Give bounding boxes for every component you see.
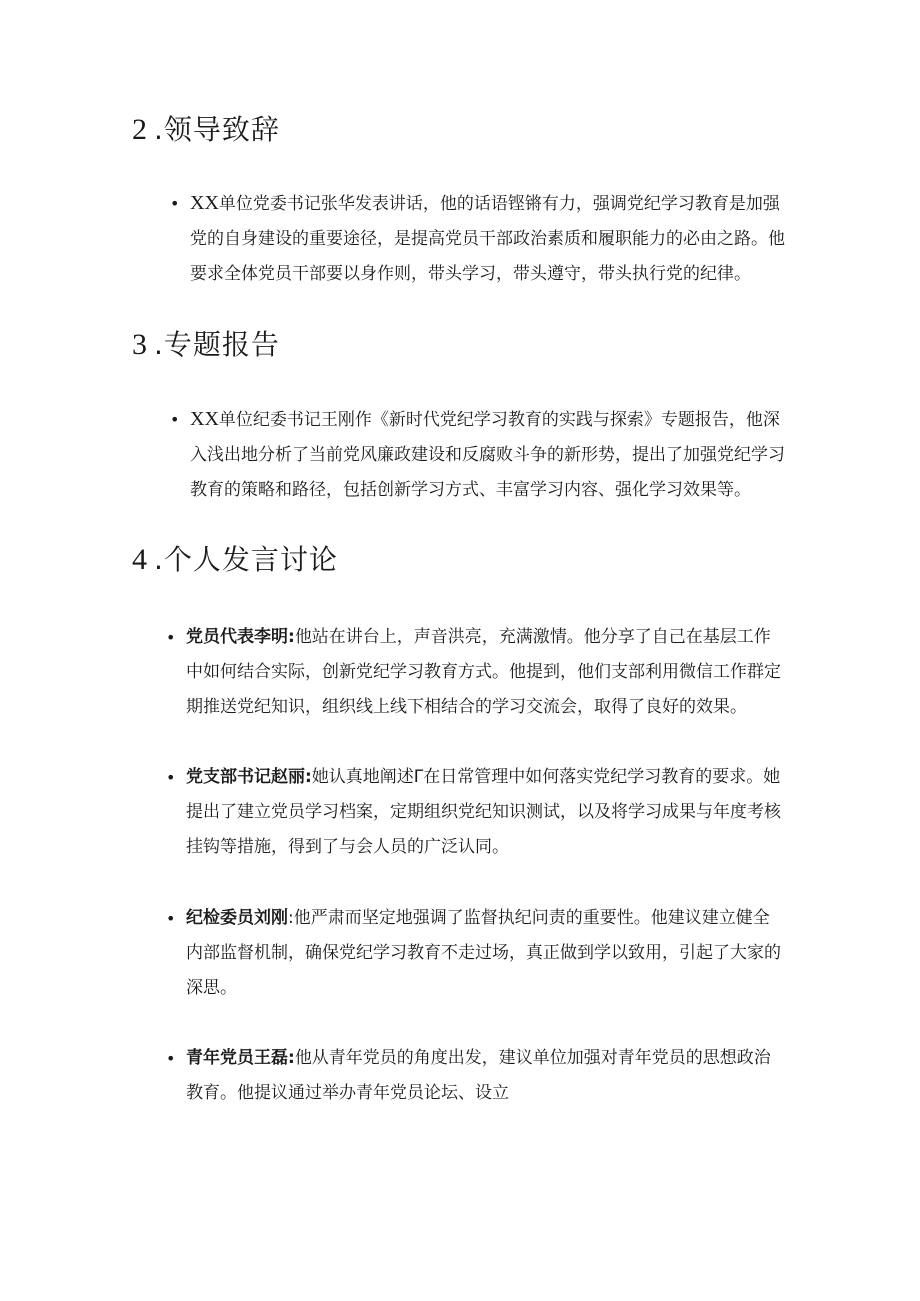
section-number: 3 [132, 328, 148, 361]
list-item-text [166, 1041, 786, 1111]
bullet-icon: • [166, 628, 176, 647]
list-item [166, 620, 786, 725]
list-item [166, 901, 786, 1006]
section-title: .个人发言讨论 [154, 543, 338, 576]
paragraph-text: 单位党委书记张华发表讲话，他的话语铿锵有力，强调党纪学习教育是加强党的自身建设的重要途径，是提高党员干部政治素质和履职能力的必由之路。他要求全体党员干部要以身作则，带头学习，带头遵守，带头执行党的纪律。 [190, 194, 785, 284]
list-item-text [166, 620, 786, 725]
paragraph-text: 单位纪委书记王刚作《新时代党纪学习教育的实践与探索》专题报告，他深入浅出地分析了当前党风廉政建设和反腐败斗争的新形势，提出了加强党纪学习教育的策略和路径，包括创新学习方式、丰富学习内容、强化学习效果等。 [190, 410, 785, 500]
section-title: .专题报告 [154, 328, 280, 361]
bullet-icon: • [170, 194, 180, 213]
list-item-text [166, 760, 786, 865]
section-heading-2 [132, 110, 280, 150]
list-item-text [170, 402, 790, 508]
unit-placeholder: XX [190, 408, 219, 430]
list-item [170, 186, 790, 292]
list-item [166, 760, 786, 865]
section-heading-4 [132, 540, 338, 580]
list-item [170, 402, 790, 508]
list-item-text [170, 186, 790, 292]
paragraph-text: 他站在讲台上，声音洪亮，充满激情。他分享了自己在基层工作中如何结合实际，创新党纪学习教育方式。他提到，他们支部利用微信工作群定期推送党纪知识，组织线上线下相结合的学习交流会，取得了良好的效果。 [186, 627, 781, 717]
section-number: 4 [132, 543, 148, 576]
section-title: .领导致辞 [154, 113, 280, 146]
section-number: 2 [132, 113, 148, 146]
list-item [166, 1041, 786, 1111]
speaker-name: 纪检委员刘刚 [186, 908, 288, 928]
paragraph-text: 她认真地阐述Γ在日常管理中如何落实党纪学习教育的要求。她提出了建立党员学习档案，定期组织党纪知识测试，以及将学习成果与年度考核挂钩等措施，得到了与会人员的广泛认同。 [186, 767, 781, 857]
bullet-icon: • [170, 410, 180, 429]
paragraph-text: 他从青年党员的角度出发，建议单位加强对青年党员的思想政治教育。他提议通过举办青年党员论坛、设立 [186, 1048, 771, 1103]
bullet-icon: • [166, 1049, 176, 1068]
list-item-text [166, 901, 786, 1006]
unit-placeholder: XX [190, 192, 219, 214]
bullet-icon: • [166, 768, 176, 787]
speaker-name: 青年党员王磊: [186, 1048, 295, 1068]
speaker-name: 党支部书记赵丽: [186, 767, 312, 787]
bullet-icon: • [166, 909, 176, 928]
section-heading-3 [132, 325, 280, 365]
paragraph-text: :他严肃而坚定地强调了监督执纪问责的重要性。他建议建立健全内部监督机制，确保党纪学习教育不走过场，真正做到学以致用，引起了大家的深思。 [186, 908, 781, 998]
speaker-name: 党员代表李明: [186, 627, 295, 647]
